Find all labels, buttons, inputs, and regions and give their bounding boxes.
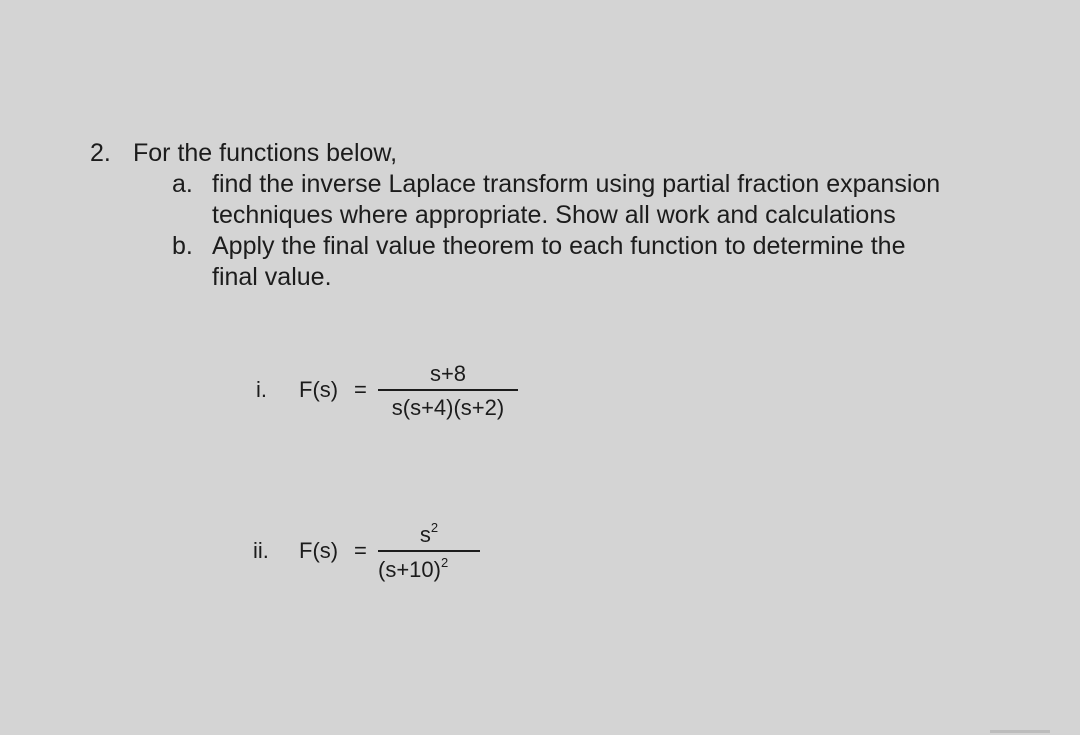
function-ii-denominator-base: (s+10) [378, 557, 441, 582]
function-i-fraction-bar [378, 389, 518, 391]
function-ii-numerator [378, 522, 480, 551]
function-ii-fraction-bar [378, 550, 480, 552]
function-i-roman: i. [256, 377, 267, 402]
function-i-equals: = [354, 377, 367, 402]
function-i-numerator: s+8 [429, 361, 467, 386]
part-a-text-line1: find the inverse Laplace transform using partial fraction expansion [212, 170, 941, 198]
function-ii-denominator [378, 557, 484, 586]
function-ii-numerator-base: s [419, 522, 431, 547]
function-ii-lhs: F(s) [299, 538, 339, 563]
problem-intro: For the functions below, [133, 139, 398, 167]
part-b-text-line2: final value. [212, 263, 332, 291]
part-b-marker: b. [172, 232, 193, 260]
problem-number: 2. [90, 139, 111, 167]
part-a-marker: a. [172, 170, 193, 198]
part-a-text-line2: techniques where appropriate. Show all work and calculations [212, 201, 896, 229]
function-ii-denominator-exponent: 2 [440, 555, 449, 570]
function-i-denominator: s(s+4)(s+2) [391, 395, 505, 420]
part-b-text-line1: Apply the final value theorem to each function to determine the [212, 232, 906, 260]
function-i-lhs: F(s) [299, 377, 339, 402]
function-ii-roman: ii. [253, 538, 269, 563]
function-ii-equals: = [354, 538, 367, 563]
scrollbar-hint [990, 730, 1050, 733]
function-ii-numerator-exponent: 2 [430, 520, 439, 535]
